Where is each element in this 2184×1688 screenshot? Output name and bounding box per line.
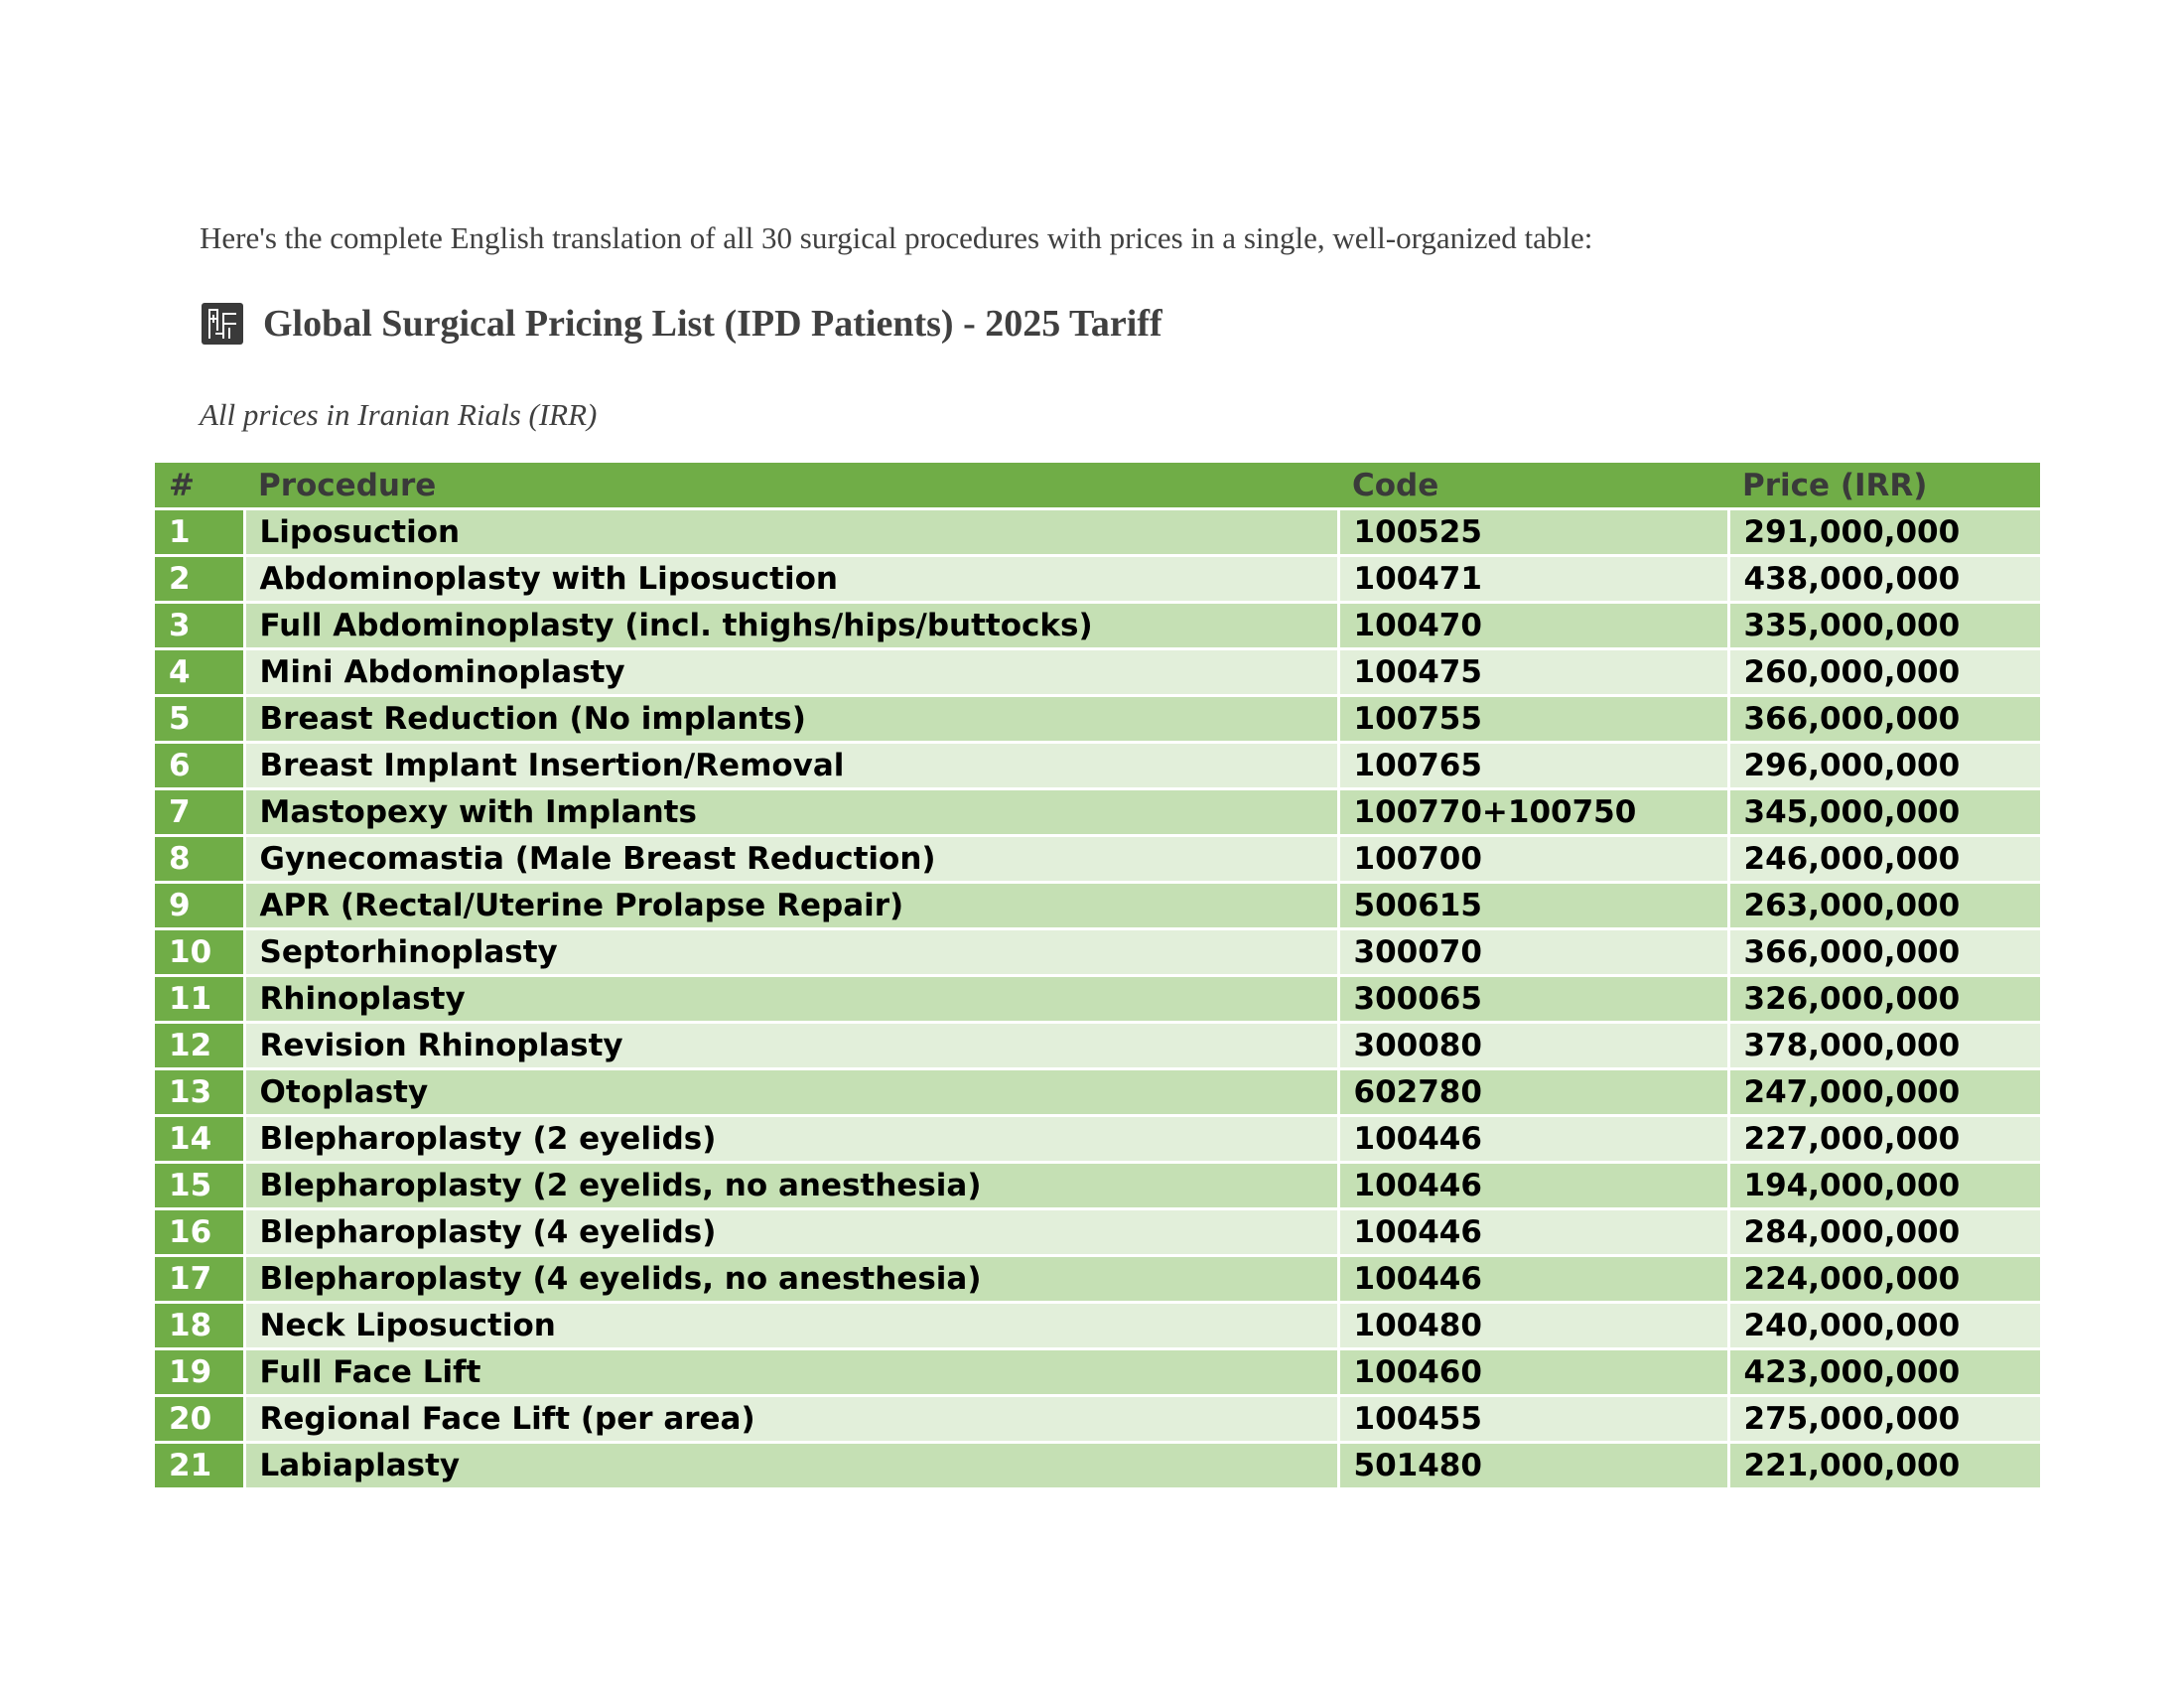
code-cell: 100446 xyxy=(1338,1256,1728,1303)
code-cell: 300065 xyxy=(1338,976,1728,1023)
currency-note: All prices in Iranian Rials (IRR) xyxy=(200,397,598,432)
procedure-cell: Full Abdominoplasty (incl. thighs/hips/buttocks) xyxy=(244,603,1338,649)
price-cell: 246,000,000 xyxy=(1728,836,2040,883)
price-cell: 194,000,000 xyxy=(1728,1163,2040,1209)
price-cell: 263,000,000 xyxy=(1728,883,2040,929)
table-row xyxy=(155,929,2040,976)
price-cell: 366,000,000 xyxy=(1728,929,2040,976)
price-cell: 240,000,000 xyxy=(1728,1303,2040,1349)
procedure-cell: Full Face Lift xyxy=(244,1349,1338,1396)
table-row xyxy=(155,836,2040,883)
table-header-row xyxy=(155,463,2040,509)
price-cell: 378,000,000 xyxy=(1728,1023,2040,1069)
row-number: 1 xyxy=(155,509,244,556)
table-row xyxy=(155,1256,2040,1303)
price-cell: 221,000,000 xyxy=(1728,1443,2040,1489)
code-cell: 100460 xyxy=(1338,1349,1728,1396)
procedure-cell: Gynecomastia (Male Breast Reduction) xyxy=(244,836,1338,883)
price-cell: 284,000,000 xyxy=(1728,1209,2040,1256)
table-row xyxy=(155,1443,2040,1489)
code-cell: 100471 xyxy=(1338,556,1728,603)
table-row xyxy=(155,556,2040,603)
code-cell: 300070 xyxy=(1338,929,1728,976)
code-cell: 100455 xyxy=(1338,1396,1728,1443)
price-cell: 275,000,000 xyxy=(1728,1396,2040,1443)
table-row xyxy=(155,509,2040,556)
table-row xyxy=(155,1349,2040,1396)
procedure-cell: APR (Rectal/Uterine Prolapse Repair) xyxy=(244,883,1338,929)
procedure-cell: Labiaplasty xyxy=(244,1443,1338,1489)
table-row xyxy=(155,1069,2040,1116)
table-row xyxy=(155,649,2040,696)
row-number: 9 xyxy=(155,883,244,929)
procedure-cell: Neck Liposuction xyxy=(244,1303,1338,1349)
row-number: 2 xyxy=(155,556,244,603)
procedure-cell: Blepharoplasty (4 eyelids, no anesthesia) xyxy=(244,1256,1338,1303)
code-cell: 602780 xyxy=(1338,1069,1728,1116)
row-number: 18 xyxy=(155,1303,244,1349)
code-cell: 100755 xyxy=(1338,696,1728,743)
table-row xyxy=(155,1116,2040,1163)
procedure-cell: Otoplasty xyxy=(244,1069,1338,1116)
procedure-cell: Regional Face Lift (per area) xyxy=(244,1396,1338,1443)
price-cell: 227,000,000 xyxy=(1728,1116,2040,1163)
row-number: 13 xyxy=(155,1069,244,1116)
row-number: 3 xyxy=(155,603,244,649)
column-header-price: Price (IRR) xyxy=(1728,463,2040,509)
procedure-cell: Mini Abdominoplasty xyxy=(244,649,1338,696)
row-number: 17 xyxy=(155,1256,244,1303)
table-body xyxy=(155,509,2040,1489)
price-cell: 438,000,000 xyxy=(1728,556,2040,603)
column-header-number: # xyxy=(155,463,244,509)
row-number: 21 xyxy=(155,1443,244,1489)
procedure-cell: Blepharoplasty (4 eyelids) xyxy=(244,1209,1338,1256)
procedure-cell: Revision Rhinoplasty xyxy=(244,1023,1338,1069)
table-row xyxy=(155,1023,2040,1069)
code-cell: 100475 xyxy=(1338,649,1728,696)
table-row xyxy=(155,696,2040,743)
row-number: 4 xyxy=(155,649,244,696)
row-number: 20 xyxy=(155,1396,244,1443)
row-number: 15 xyxy=(155,1163,244,1209)
code-cell: 500615 xyxy=(1338,883,1728,929)
row-number: 5 xyxy=(155,696,244,743)
code-cell: 501480 xyxy=(1338,1443,1728,1489)
table-row xyxy=(155,976,2040,1023)
code-cell: 100446 xyxy=(1338,1209,1728,1256)
column-header-code: Code xyxy=(1338,463,1728,509)
column-header-procedure: Procedure xyxy=(244,463,1338,509)
price-cell: 260,000,000 xyxy=(1728,649,2040,696)
code-cell: 300080 xyxy=(1338,1023,1728,1069)
price-cell: 366,000,000 xyxy=(1728,696,2040,743)
procedure-cell: Breast Implant Insertion/Removal xyxy=(244,743,1338,789)
pricing-table xyxy=(155,463,2040,1490)
price-cell: 291,000,000 xyxy=(1728,509,2040,556)
table-row xyxy=(155,1209,2040,1256)
code-cell: 100446 xyxy=(1338,1163,1728,1209)
code-cell: 100480 xyxy=(1338,1303,1728,1349)
row-number: 10 xyxy=(155,929,244,976)
table-row xyxy=(155,789,2040,836)
row-number: 16 xyxy=(155,1209,244,1256)
price-cell: 247,000,000 xyxy=(1728,1069,2040,1116)
price-cell: 224,000,000 xyxy=(1728,1256,2040,1303)
code-cell: 100446 xyxy=(1338,1116,1728,1163)
row-number: 7 xyxy=(155,789,244,836)
row-number: 14 xyxy=(155,1116,244,1163)
procedure-cell: Mastopexy with Implants xyxy=(244,789,1338,836)
code-cell: 100470 xyxy=(1338,603,1728,649)
procedure-cell: Breast Reduction (No implants) xyxy=(244,696,1338,743)
row-number: 6 xyxy=(155,743,244,789)
procedure-cell: Abdominoplasty with Liposuction xyxy=(244,556,1338,603)
row-number: 19 xyxy=(155,1349,244,1396)
hospital-icon xyxy=(202,303,243,345)
row-number: 8 xyxy=(155,836,244,883)
page-title: Global Surgical Pricing List (IPD Patients) - 2025 Tariff xyxy=(263,303,1162,345)
row-number: 12 xyxy=(155,1023,244,1069)
code-cell: 100525 xyxy=(1338,509,1728,556)
code-cell: 100700 xyxy=(1338,836,1728,883)
table-row xyxy=(155,1163,2040,1209)
procedure-cell: Rhinoplasty xyxy=(244,976,1338,1023)
procedure-cell: Septorhinoplasty xyxy=(244,929,1338,976)
table-row xyxy=(155,603,2040,649)
table-row xyxy=(155,1303,2040,1349)
procedure-cell: Blepharoplasty (2 eyelids, no anesthesia) xyxy=(244,1163,1338,1209)
code-cell: 100770+100750 xyxy=(1338,789,1728,836)
price-cell: 296,000,000 xyxy=(1728,743,2040,789)
price-cell: 423,000,000 xyxy=(1728,1349,2040,1396)
procedure-cell: Blepharoplasty (2 eyelids) xyxy=(244,1116,1338,1163)
table-row xyxy=(155,883,2040,929)
code-cell: 100765 xyxy=(1338,743,1728,789)
title-row xyxy=(202,302,1162,346)
procedure-cell: Liposuction xyxy=(244,509,1338,556)
price-cell: 326,000,000 xyxy=(1728,976,2040,1023)
price-cell: 345,000,000 xyxy=(1728,789,2040,836)
intro-text: Here's the complete English translation of all 30 surgical procedures with prices in a single, well-organized table: xyxy=(200,220,1593,255)
row-number: 11 xyxy=(155,976,244,1023)
table-row xyxy=(155,1396,2040,1443)
table-row xyxy=(155,743,2040,789)
price-cell: 335,000,000 xyxy=(1728,603,2040,649)
